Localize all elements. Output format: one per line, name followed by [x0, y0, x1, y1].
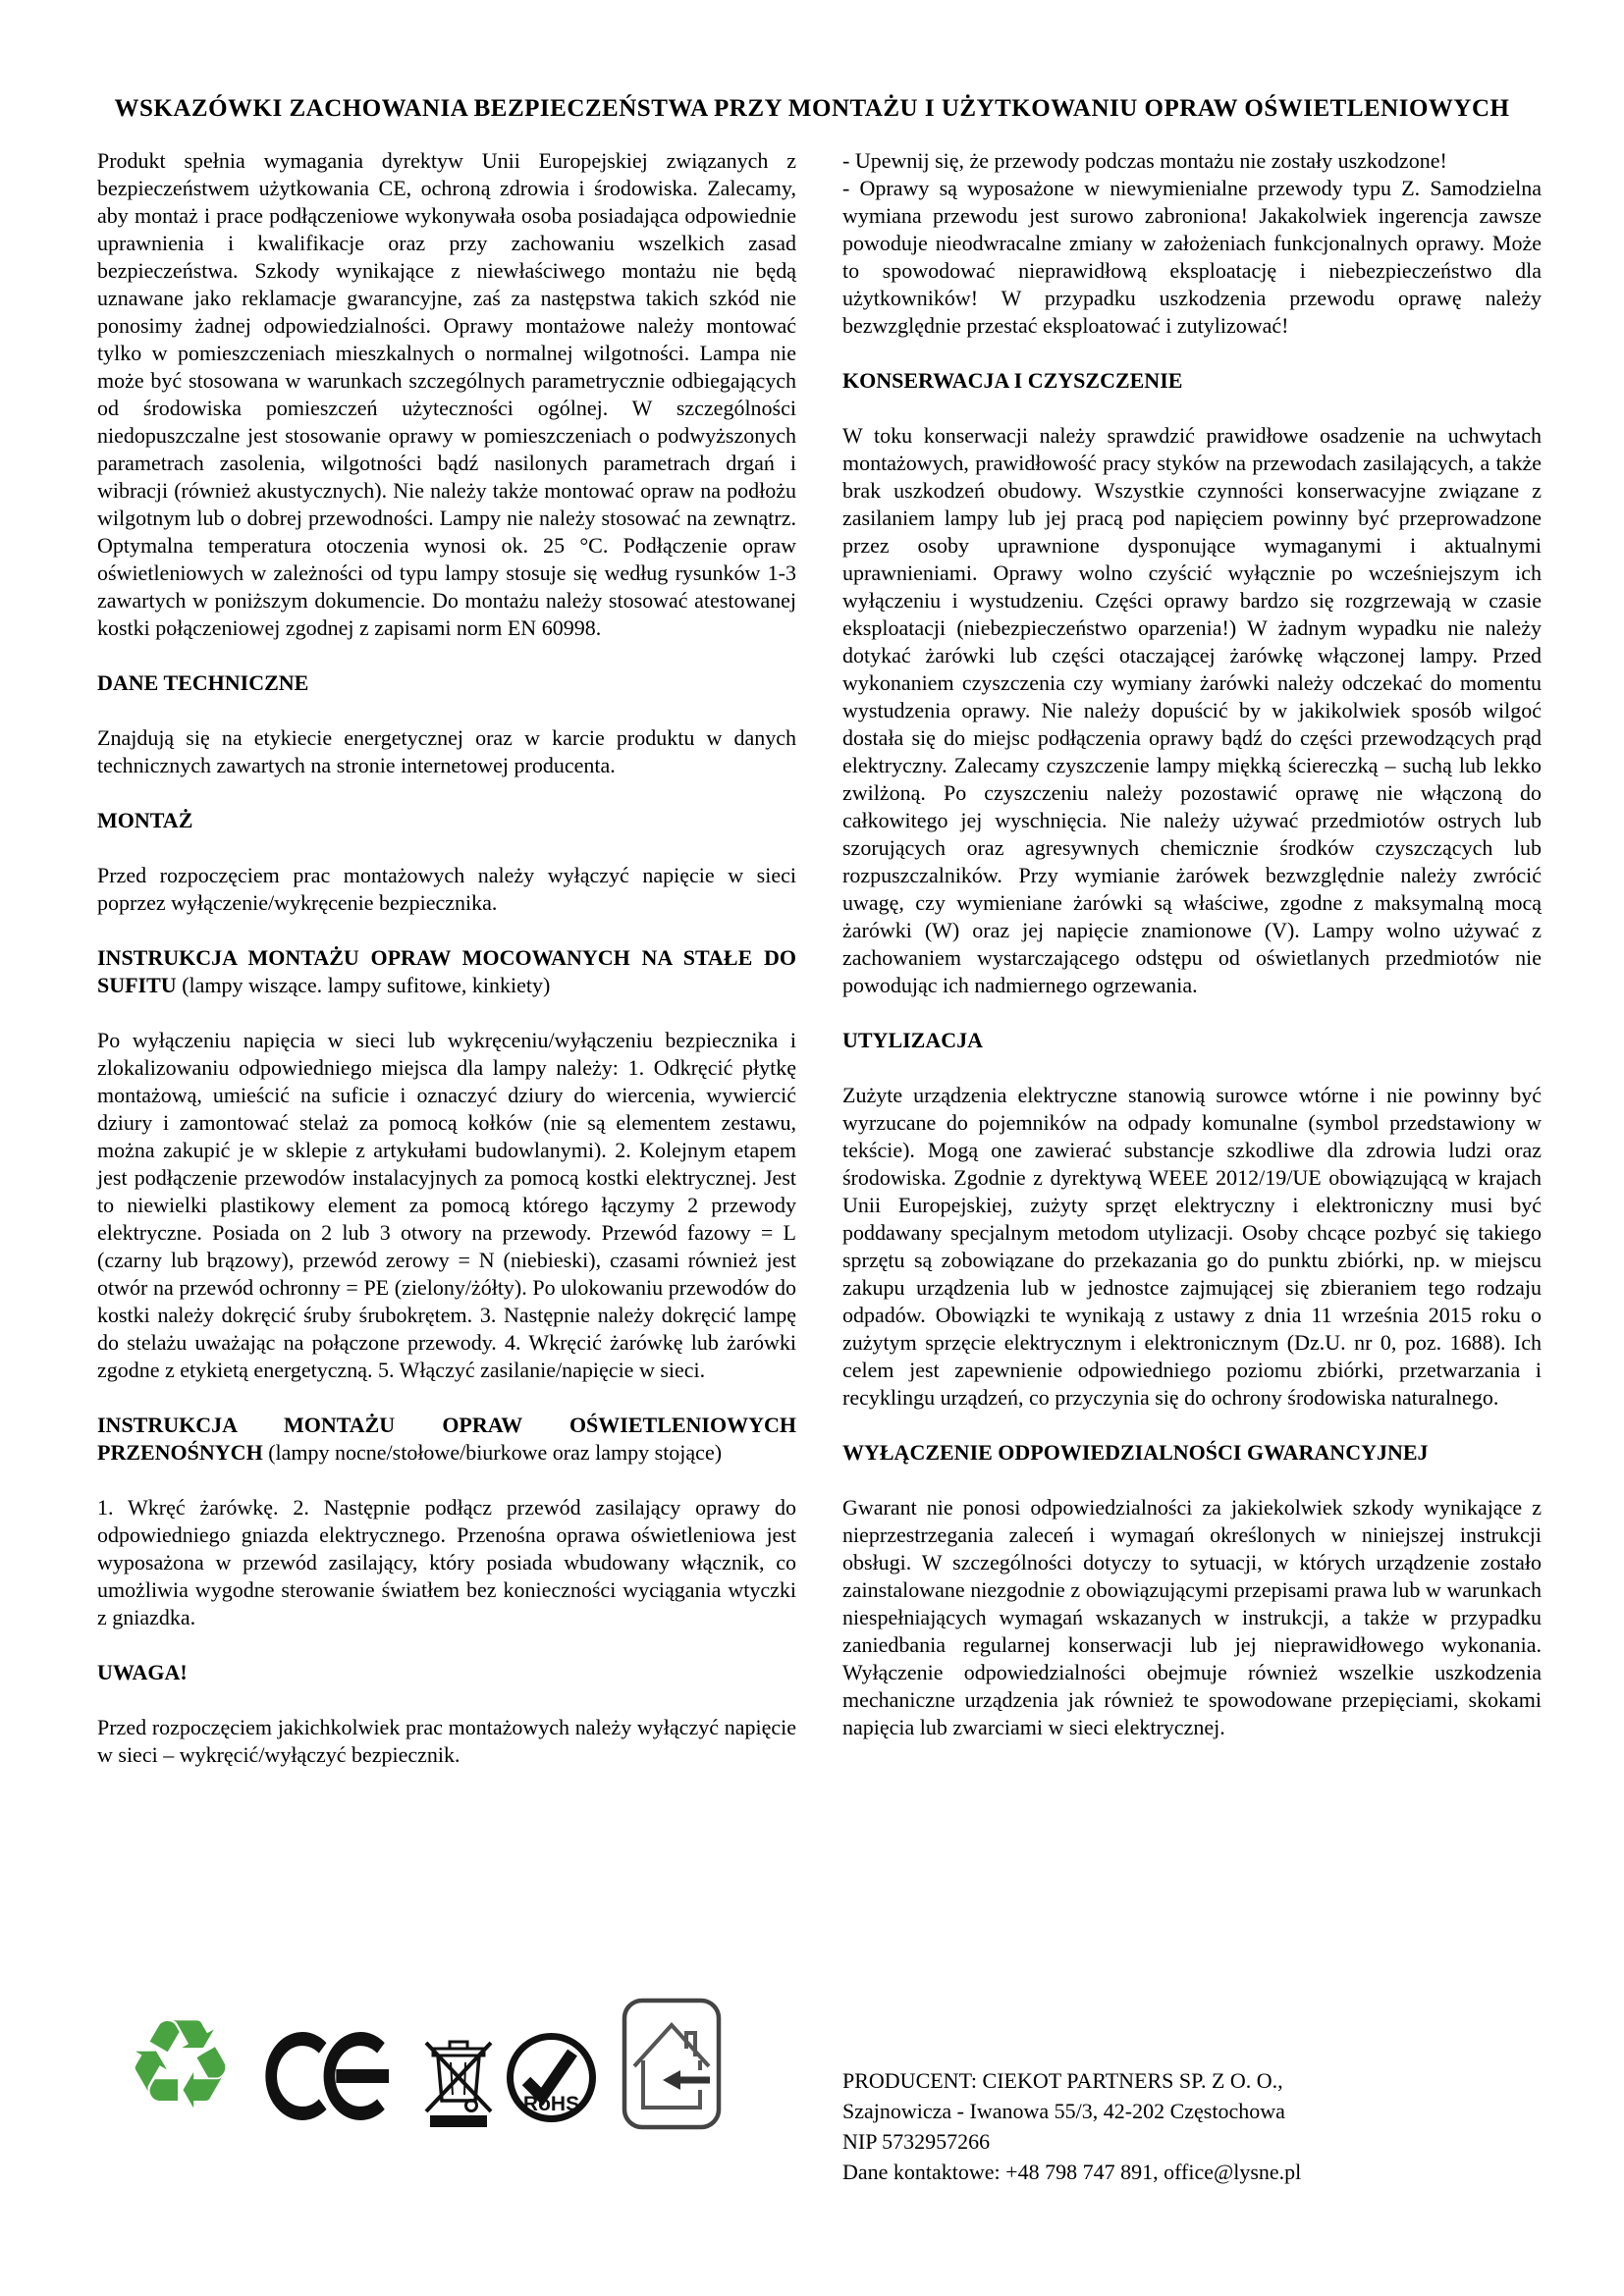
- bullet-przewody-typu-z: - Oprawy są wyposażone w niewymienialne przewody typu Z. Samodzielna wymiana przewodu jest surowo zabroniona! Jakakolwiek ingerencja zawsze powoduje nieodwracalne zmiany w założeniach funkcjonalnych oprawy. Może to spowodować nieprawidłową eksploatację i niebezpieczeństwo dla użytkowników! W przypadku uszkodzenia przewodu oprawę należy bezwzględnie przestać eksploatować i zutylizować!: [842, 176, 1542, 338]
- section-heading-konserwacja: KONSERWACJA I CZYSZCZENIE: [842, 368, 1183, 393]
- section-heading-uwaga: UWAGA!: [97, 1660, 188, 1684]
- page-title: WSKAZÓWKI ZACHOWANIA BEZPIECZEŃSTWA PRZY MONTAŻU I UŻYTKOWANIU OPRAW OŚWIETLENIOWYCH: [114, 95, 1510, 122]
- section-heading-gwarancja: WYŁĄCZENIE ODPOWIEDZIALNOŚCI GWARANCYJNEJ: [842, 1440, 1429, 1465]
- paragraph-gwarancja: Gwarant nie ponosi odpowiedzialności za jakiekolwiek szkody wynikające z nieprzestrzegania zaleceń i wymagań określonych w niniejszej instrukcji obsługi. W szczególności dotyczy to sytuacji, w których urządzenie zostało zainstalowane niezgodnie z obowiązującymi przepisami prawa lub w warunkach niespełniających wymagań wskazanych w instrukcji, a także w przypadku zaniedbania regularnej konserwacji lub jej nieprawidłowego wykonania. Wyłączenie odpowiedzialności obejmuje również wszelkie uszkodzenia mechaniczne urządzenia jak również te spowodowane przepięciami, skokami napięcia lub zwarciami w sieci elektrycznej.: [842, 1495, 1542, 1739]
- paragraph-instrukcja-przenosne: 1. Wkręć żarówkę. 2. Następnie podłącz przewód zasilający oprawy do odpowiedniego gniazda elektrycznego. Przenośna oprawa oświetleniowa jest wyposażona w przewód zasilający, który posiada wbudowany włącznik, co umożliwia wygodne sterowanie światłem bez konieczności wyciągania wtyczki z gniazdka.: [97, 1495, 796, 1629]
- paragraph-utylizacja: Zużyte urządzenia elektryczne stanowią surowce wtórne i nie powinny być wyrzucane do pojemników na odpady komunalne (symbol przedstawiony w tekście). Mogą one zawierać substancje szkodliwe dla zdrowia ludzi oraz środowiska. Zgodnie z dyrektywą WEEE 2012/19/UE obowiązującą w krajach Unii Europejskiej, zużyty sprzęt elektryczny i elektroniczny musi być poddawany specjalnym metodom utylizacji. Osoby chcące pozbyć się takiego sprzętu są zobowiązane do przekazania go do punktu zbiórki, np. w miejscu zakupu urządzenia lub w jednostce zajmującej się zbieraniem tego rodzaju odpadów. Obowiązki te wynikają z ustawy z dnia 11 września 2015 roku o zużytym sprzęcie elektrycznym i elektronicznym (Dz.U. nr 0, poz. 1688). Ich celem jest zapewnienie odpowiedniego poziomu zbiórki, przetwarzania i recyklingu urządzeń, co przyczynia się do ochrony środowiska naturalnego.: [842, 1083, 1542, 1410]
- left-column: [97, 147, 796, 1769]
- indoor-use-house-icon: [622, 1998, 722, 2130]
- paragraph-montaz: Przed rozpoczęciem prac montażowych należy wyłączyć napięcie w sieci poprzez wyłączenie/wykręcenie bezpiecznika.: [97, 863, 796, 915]
- paragraph-intro: Produkt spełnia wymagania dyrektyw Unii Europejskiej związanych z bezpieczeństwem użytkowania CE, ochroną zdrowia i środowiska. Zalecamy, aby montaż i prace podłączeniowe wykonywała osoba posiadająca odpowiednie uprawnienia i kwalifikacje oraz przy zachowaniu wszelkich zasad bezpieczeństwa. Szkody wynikające z niewłaściwego montażu nie będą uznawane jako reklamacje gwarancyjne, zaś za następstwa takich szkód nie ponosimy żadnej odpowiedzialności. Oprawy montażowe należy montować tylko w pomieszczeniach mieszkalnych o normalnej wilgotności. Lampa nie może być stosowana w warunkach szczególnych parametrycznie odbiegających od środowiska pomieszczeń użyteczności ogólnej. W szczególności niedopuszczalne jest stosowanie oprawy w pomieszczeniach o podwyższonych parametrach zasolenia, wilgotności bądź nasilonych parametrach drgań i wibracji (również akustycznych). Nie należy także montować opraw na podłożu wilgotnym lub o dobrej przewodności. Lampy nie należy stosować na zewnątrz. Optymalna temperatura otoczenia wynosi ok. 25 °C. Podłączenie opraw oświetleniowych w zależności od typu lampy stosuje się według rysunków 1-3 zawartych w poniższym dokumencie. Do montażu należy stosować atestowanej kostki połączeniowej zgodnej z zapisami norm EN 60998.: [97, 148, 796, 640]
- producer-contact: Dane kontaktowe: +48 798 747 891, office@lysne.pl: [842, 2160, 1302, 2184]
- producer-name: PRODUCENT: CIEKOT PARTNERS SP. Z O. O.,: [842, 2068, 1283, 2093]
- section-heading-montaz: MONTAŻ: [97, 808, 193, 832]
- bullet-przewody-uszkodzone: - Upewnij się, że przewody podczas montażu nie zostały uszkodzone!: [842, 148, 1447, 173]
- paragraph-dane-techniczne: Znajdują się na etykiecie energetycznej oraz w karcie produktu w danych technicznych zawartych na stronie internetowej producenta.: [97, 725, 796, 777]
- section-heading-utylizacja: UTYLIZACJA: [842, 1028, 984, 1052]
- recycling-icon: [118, 1993, 243, 2137]
- weee-crossed-bin-icon: [424, 2030, 493, 2127]
- ce-mark-icon: [265, 2030, 398, 2122]
- heading-normal-part: (lampy wiszące. lampy sufitowe, kinkiety): [176, 973, 551, 997]
- rohs-icon: [506, 2032, 597, 2123]
- section-heading-instrukcja-sufit: [97, 944, 796, 999]
- paragraph-uwaga: Przed rozpoczęciem jakichkolwiek prac montażowych należy wyłączyć napięcie w sieci – wykręcić/wyłączyć bezpiecznik.: [97, 1715, 796, 1767]
- heading-bold-part: INSTRUKCJA MONTAŻU OPRAW MOCOWANYCH NA STAŁE DO SUFITU: [97, 945, 796, 997]
- producer-address: Szajnowicza - Iwanowa 55/3, 42-202 Częstochowa: [842, 2099, 1285, 2123]
- producer-nip: NIP 5732957266: [842, 2129, 991, 2154]
- section-heading-instrukcja-przenosne: [97, 1412, 796, 1467]
- rohs-label: RoHS: [522, 2093, 580, 2115]
- right-column: [842, 147, 1542, 1741]
- paragraph-konserwacja: W toku konserwacji należy sprawdzić prawidłowe osadzenie na uchwytach montażowych, prawidłowość pracy styków na przewodach zasilających, a także brak uszkodzeń obudowy. Wszystkie czynności konserwacyjne związane z zasilaniem lampy lub jej pracą pod napięciem powinny być przeprowadzone przez osoby uprawnione dysponujące wymaganymi i aktualnymi uprawnieniami. Oprawy wolno czyścić wyłącznie po wcześniejszym ich wyłączeniu i wystudzeniu. Części oprawy bardzo się rozgrzewają w czasie eksploatacji (niebezpieczeństwo oparzenia!) W żadnym wypadku nie należy dotykać żarówki lub części otaczającej żarówkę włączonej lampy. Przed wykonaniem czyszczenia czy wymiany żarówki należy odczekać do momentu wystudzenia oprawy. Nie należy dopuścić by w jakikolwiek sposób wilgoć dostała się do miejsc podłączenia oprawy bądź do części przewodzących prąd elektryczny. Zalecamy czyszczenie lampy miękką ściereczką – suchą lub lekko zwilżoną. Po czyszczeniu należy pozostawić oprawę nie włączoną do całkowitego jej wyschnięcia. Nie należy używać przedmiotów ostrych lub szorujących oraz agresywnych chemicznie środków czyszczących lub rozpuszczalników. Przy wymianie żarówek bezwzględnie należy zwrócić uwagę, czy wymieniane żarówki są właściwe, zgodne z maksymalną mocą żarówki (W) oraz jej napięcie znamionowe (V). Lampy wolno używać z zachowaniem wystarczającego odstępu od oświetlanych przedmiotów nie powodując ich nadmiernego ogrzewania.: [842, 423, 1542, 997]
- paragraph-instrukcja-sufit: Po wyłączeniu napięcia w sieci lub wykręceniu/wyłączeniu bezpiecznika i zlokalizowaniu odpowiedniego miejsca dla lampy należy: 1. Odkręcić płytkę montażową, umieścić na suficie i oznaczyć dziury do wiercenia, wywiercić dziury i zamontować stelaż za pomocą kołków (nie są elementem zestawu, można zakupić je w sklepie z artykułami budowlanymi). 2. Kolejnym etapem jest podłączenie przewodów instalacyjnych za pomocą kostki elektrycznej. Jest to niewielki plastikowy element za pomocą którego łączymy 2 przewody elektryczne. Posiada on 2 lub 3 otwory na przewody. Przewód fazowy = L (czarny lub brązowy), przewód zerowy = N (niebieski), czasami również jest otwór na przewód ochronny = PE (zielony/żółty). Po ulokowaniu przewodów do kostki należy dokręcić śruby śrubokrętem. 3. Następnie należy dokręcić lampę do stelażu uważając na połączone przewody. 4. Wkręcić żarówkę lub żarówki zgodne z etykietą energetyczną. 5. Włączyć zasilanie/napięcie w sieci.: [97, 1028, 796, 1382]
- producer-info: [842, 2065, 1301, 2187]
- recycling-glyph: ♻: [125, 1993, 236, 2137]
- section-heading-dane-techniczne: DANE TECHNICZNE: [97, 670, 309, 695]
- heading-normal-part: (lampy nocne/stołowe/biurkowe oraz lampy stojące): [262, 1440, 723, 1465]
- heading-bold-part: INSTRUKCJA MONTAŻU OPRAW OŚWIETLENIOWYCH PRZENOŚNYCH: [97, 1413, 796, 1465]
